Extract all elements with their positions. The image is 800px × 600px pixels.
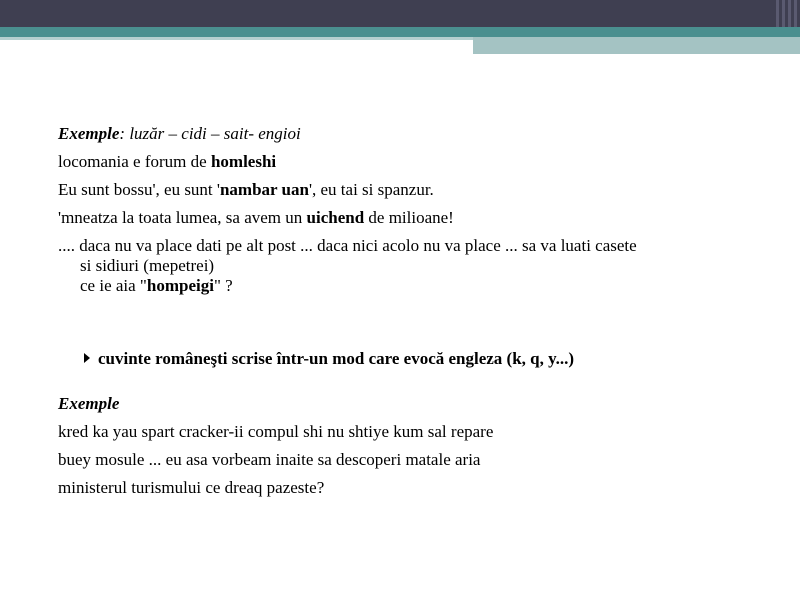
line-text: Eu sunt bossu', eu sunt ' bbox=[58, 180, 220, 199]
line-text: locomania e forum de bbox=[58, 152, 211, 171]
spacer bbox=[58, 304, 778, 332]
example-item-2: buey mosule ... eu asa vorbeam inaite sa descoperi matale aria bbox=[58, 450, 481, 469]
example-words: luzăr – cidi – sait- engioi bbox=[125, 124, 301, 143]
line-text: .... daca nu va place dati pe alt post ... daca nici acolo nu va place ... sa va luati casete bbox=[58, 236, 637, 255]
example-line-2 bbox=[58, 152, 778, 180]
line-text-end: " ? bbox=[213, 276, 233, 295]
example-line-5 bbox=[58, 236, 778, 276]
line-text-end: de milioane! bbox=[364, 208, 454, 227]
example-item-3: ministerul turismului ce dreaq pazeste? bbox=[58, 478, 325, 497]
header-teal-strip bbox=[0, 27, 800, 37]
example-line-4 bbox=[58, 208, 778, 236]
highlight-word: hompeigi bbox=[146, 276, 214, 295]
bullet-text: cuvinte româneşti scrise într-un mod care evocă engleza (k, q, y...) bbox=[98, 349, 575, 368]
examples-heading: Exemple bbox=[58, 394, 120, 413]
example-item-1: kred ka yau spart cracker-ii compul shi nu shtiye kum sal repare bbox=[58, 422, 494, 441]
header-light-line bbox=[0, 37, 473, 40]
examples-label: Exemple bbox=[58, 124, 120, 143]
header-dark-band bbox=[0, 0, 800, 27]
example-line-6 bbox=[58, 276, 778, 304]
line-text: ce ie aia " bbox=[80, 276, 147, 295]
line-text-end: ', eu tai si spanzur. bbox=[308, 180, 434, 199]
example-line-1 bbox=[58, 124, 778, 152]
line-text: 'mneatza la toata lumea, sa avem un bbox=[58, 208, 307, 227]
slide-body bbox=[58, 124, 778, 506]
bullet-arrow-icon bbox=[84, 353, 90, 363]
highlight-word: uichend bbox=[306, 208, 365, 227]
example-line-3 bbox=[58, 180, 778, 208]
line-continuation: si sidiuri (mepetrei) bbox=[80, 256, 215, 275]
header-stripes bbox=[776, 0, 800, 27]
highlight-word: nambar uan bbox=[219, 180, 309, 199]
bullet-point bbox=[58, 349, 778, 377]
highlight-word: homleshi bbox=[210, 152, 277, 171]
header-light-bar bbox=[473, 37, 800, 54]
label-colon: : bbox=[119, 124, 126, 143]
